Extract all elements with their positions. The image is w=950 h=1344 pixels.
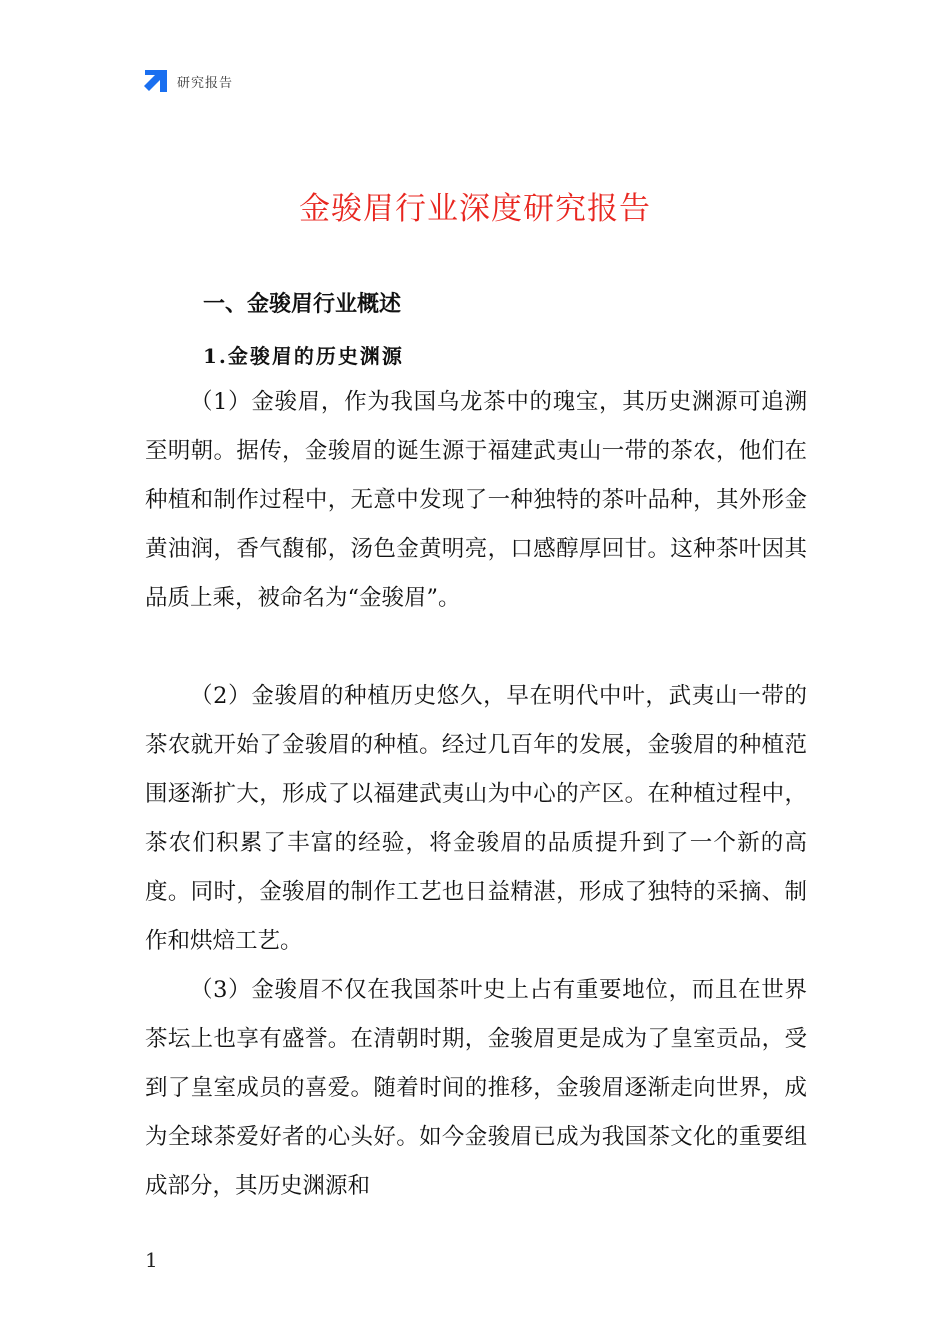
header-label: 研究报告 [177, 75, 234, 91]
arrow-up-right-icon [143, 68, 169, 94]
page-number: 1 [145, 1248, 158, 1272]
paragraph-1: （1）金骏眉，作为我国乌龙茶中的瑰宝，其历史渊源可追溯至明朝。据传，金骏眉的诞生源于福建武夷山一带的茶农，他们在种植和制作过程中，无意中发现了一种独特的茶叶品种，其外形金黄油润，香气馥郁，汤色金黄明亮，口感醇厚回甘。这种茶叶因其品质上乘，被命名为“金骏眉”。 [145, 389, 807, 611]
section-heading: 一、金骏眉行业概述 [203, 292, 402, 317]
document-header [143, 68, 233, 94]
subsection-heading: 1.金骏眉的历史渊源 [203, 344, 404, 368]
document-title: 金骏眉行业深度研究报告 [299, 191, 651, 227]
paragraph-3: （3）金骏眉不仅在我国茶叶史上占有重要地位，而且在世界茶坛上也享有盛誉。在清朝时期，金骏眉更是成为了皇室贡品，受到了皇室成员的喜爱。随着时间的推移，金骏眉逐渐走向世界，成为全球茶爱好者的心头好。如今金骏眉已成为我国茶文化的重要组成部分，其历史渊源和 [145, 977, 807, 1199]
paragraph-2: （2）金骏眉的种植历史悠久，早在明代中叶，武夷山一带的茶农就开始了金骏眉的种植。经过几百年的发展，金骏眉的种植范围逐渐扩大，形成了以福建武夷山为中心的产区。在种植过程中，茶农们积累了丰富的经验，将金骏眉的品质提升到了一个新的高度。同时，金骏眉的制作工艺也日益精湛，形成了独特的采摘、制作和烘焙工艺。 [145, 683, 807, 954]
